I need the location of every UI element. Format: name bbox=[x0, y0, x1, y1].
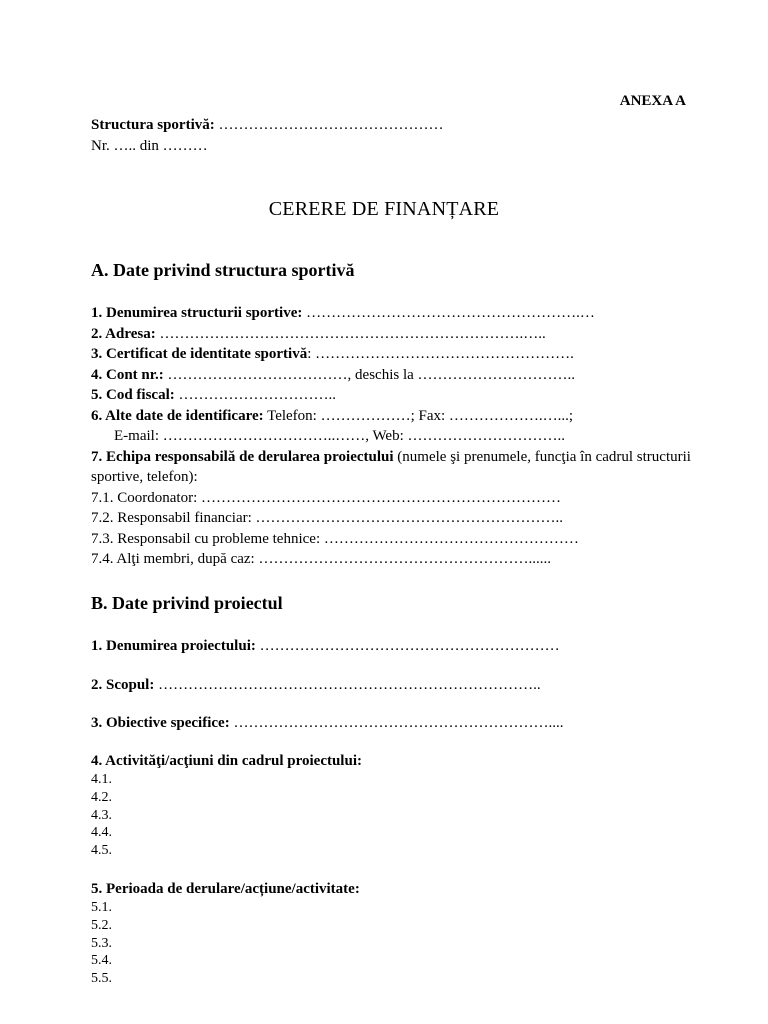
field-label: 4. Cont nr.: bbox=[91, 366, 164, 383]
field-placeholder: ……………………………………………….… bbox=[302, 305, 595, 321]
document-title: CERERE DE FINANȚARE bbox=[268, 198, 500, 220]
organization-label: Structura sportivă: bbox=[91, 117, 215, 133]
field-placeholder: : ……………………………………………. bbox=[307, 346, 574, 362]
field-specific-objectives bbox=[91, 713, 691, 734]
field-address bbox=[91, 324, 691, 345]
field-label: 3. Obiective specifice: bbox=[91, 715, 230, 731]
registration-number-line: Nr. ….. din ……… bbox=[91, 138, 208, 154]
list-item: 5.4. bbox=[91, 953, 112, 969]
field-placeholder: ……………………………………………………….... bbox=[229, 715, 564, 731]
field-project-name bbox=[91, 636, 691, 657]
field-placeholder: ………………………………………………………………….. bbox=[154, 677, 541, 693]
section-a-fields bbox=[91, 303, 691, 570]
field-sports-identity-certificate bbox=[91, 344, 691, 365]
section-b-title: B. Date privind proiectul bbox=[91, 593, 283, 613]
field-placeholder: …………………………………………………… bbox=[255, 638, 560, 654]
field-label: 2. Scopul: bbox=[91, 677, 155, 693]
section-a-title: A. Date privind structura sportivă bbox=[91, 260, 355, 280]
field-label: 7. Echipa responsabilă de derularea proiectului bbox=[91, 448, 394, 465]
field-label: 2. Adresa: bbox=[91, 325, 156, 342]
period-heading: 5. Perioada de derulare/acțiune/activitate: bbox=[91, 881, 360, 897]
field-placeholder: 7.2. Responsabil financiar: …………………………………………………….. bbox=[91, 510, 564, 526]
field-fiscal-code bbox=[91, 385, 691, 406]
organization-line bbox=[91, 115, 444, 136]
field-project-team bbox=[91, 447, 691, 488]
list-item: 5.5. bbox=[91, 971, 112, 987]
field-label: 6. Alte date de identificare: bbox=[91, 407, 264, 424]
list-item: 5.3. bbox=[91, 935, 112, 951]
field-placeholder: E-mail: ……………………………..……, Web: ………………………….. bbox=[114, 428, 565, 444]
field-placeholder: ……………………………………………………………….….. bbox=[155, 325, 546, 342]
organization-placeholder: ……………………………………… bbox=[214, 117, 444, 133]
field-bank-account bbox=[91, 365, 691, 386]
field-placeholder: Telefon: ………………; Fax: ……………….…...; bbox=[263, 407, 574, 424]
list-item: 4.4. bbox=[91, 825, 112, 841]
list-item: 4.1. bbox=[91, 772, 112, 787]
field-coordinator bbox=[91, 488, 691, 509]
activities-heading: 4. Activităţi/acţiuni din cadrul proiectului: bbox=[91, 753, 362, 769]
list-item: 4.5. bbox=[91, 843, 112, 859]
list-item: 4.3. bbox=[91, 807, 112, 823]
list-item: 5.2. bbox=[91, 917, 112, 933]
field-placeholder: 7.4. Alţi membri, după caz: ………………………………………………...... bbox=[91, 551, 551, 567]
field-financial-officer bbox=[91, 508, 691, 529]
field-description: (numele şi prenumele, funcţia în cadrul structurii sportive, telefon): bbox=[91, 448, 691, 485]
list-item: 5.1. bbox=[91, 900, 112, 915]
field-technical-officer bbox=[91, 529, 691, 550]
period-list bbox=[91, 899, 112, 988]
list-item: 4.2. bbox=[91, 789, 112, 805]
field-other-identification bbox=[91, 406, 691, 427]
field-placeholder: 7.3. Responsabil cu probleme tehnice: …………………………………………… bbox=[91, 530, 579, 547]
field-sports-structure-name bbox=[91, 303, 691, 324]
field-label: 1. Denumirea proiectului: bbox=[91, 638, 256, 654]
field-email-web bbox=[91, 426, 691, 447]
field-other-members bbox=[91, 549, 691, 570]
field-label: 1. Denumirea structurii sportive: bbox=[91, 305, 303, 321]
field-placeholder: 7.1. Coordonator: ……………………………………………………………… bbox=[91, 489, 561, 506]
document-header bbox=[91, 115, 444, 157]
field-project-purpose bbox=[91, 675, 691, 696]
field-label: 5. Cod fiscal: bbox=[91, 387, 175, 403]
annex-label: ANEXA A bbox=[619, 93, 686, 109]
field-placeholder: ………………………….. bbox=[174, 387, 336, 403]
activities-list bbox=[91, 771, 112, 860]
field-placeholder: ………………………………, deschis la ………………………….. bbox=[163, 366, 576, 383]
field-label: 3. Certificat de identitate sportivă bbox=[91, 346, 308, 362]
